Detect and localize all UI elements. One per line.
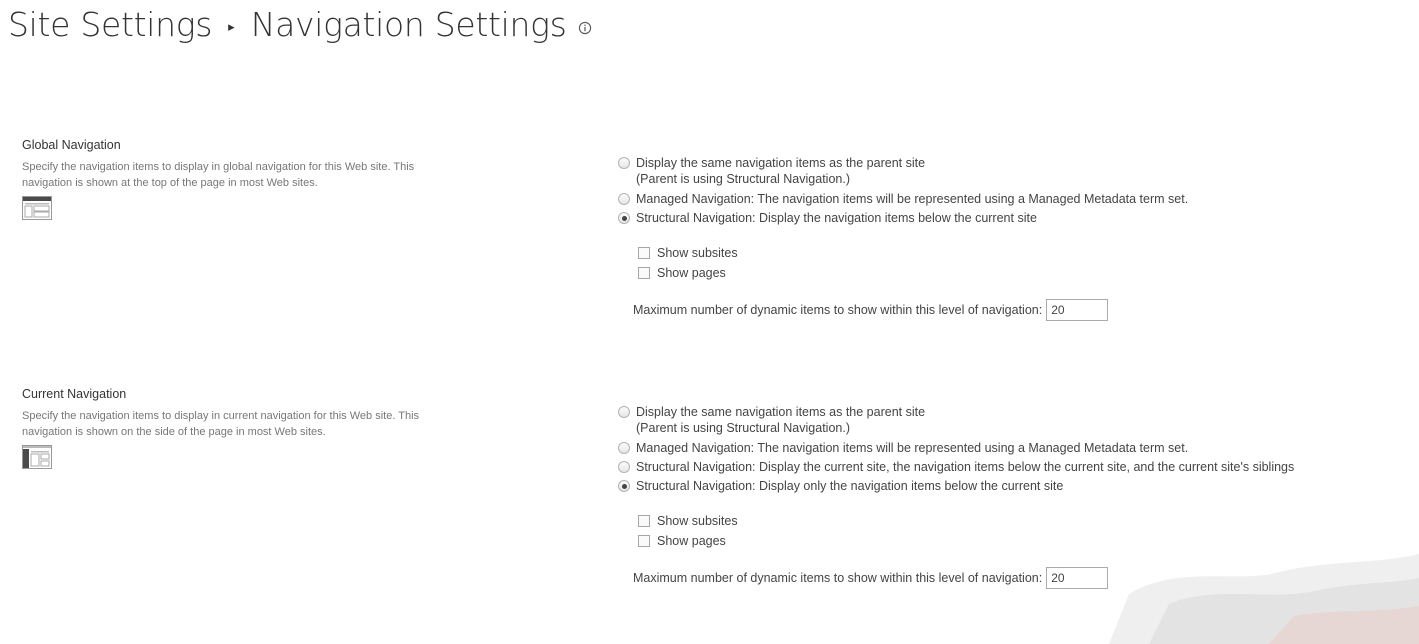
current-navigation-description-block	[22, 386, 462, 469]
section-description: Specify the navigation items to display in global navigation for this Web site. This navigation is shown at the top of the page in most Web sites.	[22, 161, 415, 189]
max-dynamic-items-row	[633, 299, 1108, 321]
radio-label: Display the same navigation items as the parent site	[636, 156, 926, 170]
checkbox-label: Show pages	[657, 534, 726, 548]
section-description: Specify the navigation items to display in current navigation for this Web site. This navigation is shown on the side of the page in most Web sites.	[22, 410, 420, 438]
show-subsites-checkbox-row[interactable]	[638, 513, 738, 529]
radio-button[interactable]	[618, 442, 630, 454]
section-title: Current Navigation	[22, 387, 127, 401]
max-dynamic-items-row	[633, 567, 1108, 589]
show-subsites-checkbox[interactable]	[638, 247, 650, 259]
radio-sublabel: (Parent is using Structural Navigation.)	[636, 172, 850, 186]
page-header	[8, 2, 592, 46]
side-nav-layout-icon	[22, 445, 52, 469]
show-pages-checkbox[interactable]	[638, 535, 650, 547]
page-title: Navigation Settings	[250, 4, 567, 44]
radio-option-structural-navigation[interactable]	[618, 210, 1037, 226]
global-navigation-description-block	[22, 137, 462, 220]
radio-button[interactable]	[618, 406, 630, 418]
max-dynamic-items-input[interactable]	[1046, 299, 1108, 321]
radio-option-managed-navigation[interactable]	[618, 191, 1188, 207]
show-pages-checkbox[interactable]	[638, 267, 650, 279]
radio-button[interactable]	[618, 193, 630, 205]
radio-label: Display the same navigation items as the parent site	[636, 405, 926, 419]
section-title: Global Navigation	[22, 138, 121, 152]
radio-button-selected[interactable]	[618, 480, 630, 492]
show-subsites-checkbox-row[interactable]	[638, 245, 738, 261]
checkbox-label: Show subsites	[657, 514, 738, 528]
top-nav-layout-icon	[22, 196, 52, 220]
breadcrumb-separator-icon: ▸	[228, 19, 235, 34]
background-flag-graphic	[1089, 554, 1419, 644]
radio-label: Managed Navigation: The navigation items will be represented using a Managed Metadata term set.	[636, 192, 1189, 206]
radio-button[interactable]	[618, 461, 630, 473]
radio-button[interactable]	[618, 157, 630, 169]
max-dynamic-items-label: Maximum number of dynamic items to show within this level of navigation:	[633, 571, 1043, 585]
checkbox-label: Show subsites	[657, 246, 738, 260]
breadcrumb-site-settings-link[interactable]: Site Settings	[8, 4, 213, 44]
show-pages-checkbox-row[interactable]	[638, 265, 726, 281]
radio-sublabel: (Parent is using Structural Navigation.)	[636, 421, 850, 435]
max-dynamic-items-label: Maximum number of dynamic items to show within this level of navigation:	[633, 303, 1043, 317]
info-icon[interactable]	[578, 21, 592, 35]
show-pages-checkbox-row[interactable]	[638, 533, 726, 549]
radio-option-managed-navigation[interactable]	[618, 440, 1188, 456]
radio-label: Structural Navigation: Display only the navigation items below the current site	[636, 479, 1064, 493]
max-dynamic-items-input[interactable]	[1046, 567, 1108, 589]
radio-label: Structural Navigation: Display the navigation items below the current site	[636, 211, 1037, 225]
radio-option-inherit-parent[interactable]	[618, 404, 925, 436]
radio-option-structural-with-siblings[interactable]	[618, 459, 1294, 475]
show-subsites-checkbox[interactable]	[638, 515, 650, 527]
radio-label: Managed Navigation: The navigation items will be represented using a Managed Metadata term set.	[636, 441, 1189, 455]
radio-option-inherit-parent[interactable]	[618, 155, 925, 187]
checkbox-label: Show pages	[657, 266, 726, 280]
radio-button-selected[interactable]	[618, 212, 630, 224]
radio-option-structural-below-only[interactable]	[618, 478, 1063, 494]
radio-label: Structural Navigation: Display the current site, the navigation items below the current site, and the current site's siblings	[636, 460, 1295, 474]
